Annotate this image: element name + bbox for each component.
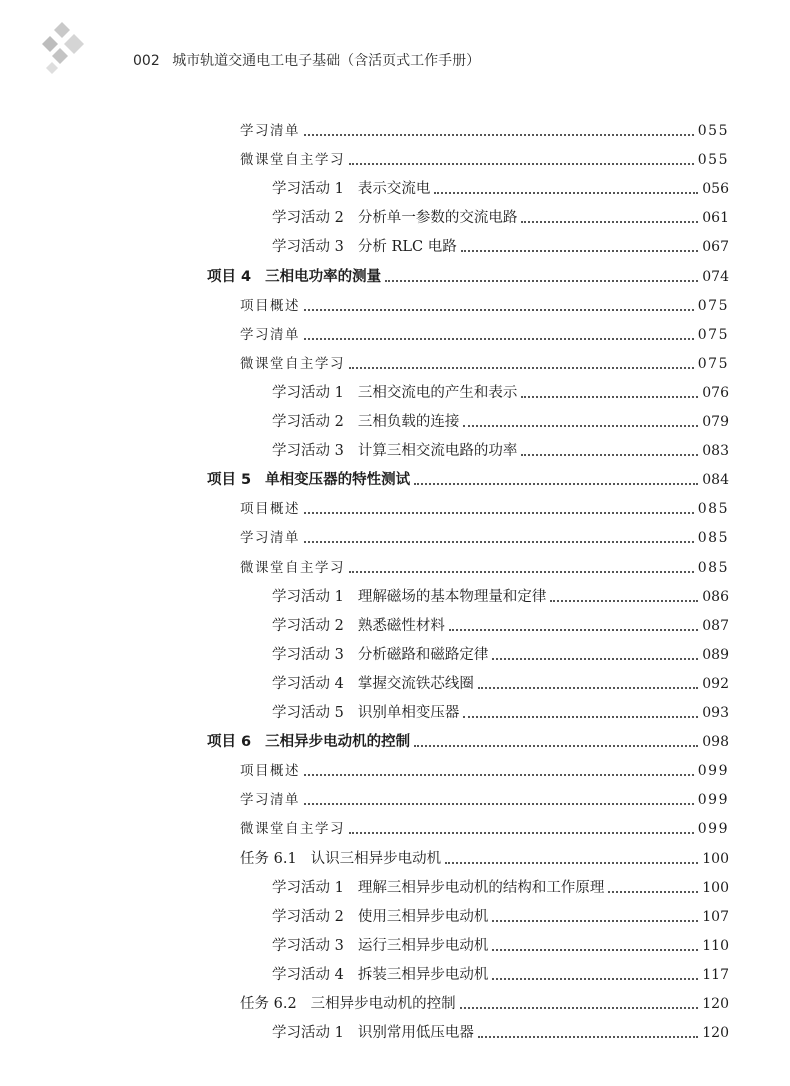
dot-leader [445,861,698,864]
toc-entry-page: 075 [697,327,729,343]
toc-entry-label: 掌握交流铁芯线圈 [357,676,474,692]
toc-entry-page: 120 [702,1025,729,1041]
dot-leader [521,453,698,456]
toc-entry-page: 086 [702,589,729,605]
toc-entry-label: 三相负载的连接 [357,414,460,430]
toc-entry-page: 089 [702,647,729,663]
toc-entry-page: 083 [702,443,729,459]
toc-entry-activity [272,670,729,694]
toc-entry-section [240,292,729,316]
dot-leader [492,977,698,980]
toc-entry-label: 学习清单 [240,792,300,808]
toc-entry-page: 055 [697,123,729,139]
toc-entry-page: 067 [702,239,729,255]
dot-leader [550,599,698,602]
dot-leader [304,337,694,340]
toc-entry-activity [272,233,729,257]
toc-entry-title [240,296,300,316]
toc-entry-activity [272,874,729,898]
toc-entry-activity [272,204,729,228]
toc-entry-page: 110 [702,938,729,954]
toc-entry-label: 拆装三相异步电动机 [357,967,489,983]
toc-entry-title [207,267,381,287]
toc-entry-label: 微课堂自主学习 [240,356,345,372]
toc-entry-activity [272,437,729,461]
toc-entry-label: 分析磁路和磁路定律 [357,647,489,663]
toc-entry-label: 项目概述 [240,298,300,314]
toc-entry-activity [272,1019,729,1043]
toc-entry-page: 093 [702,705,729,721]
toc-entry-label: 识别常用低压电器 [357,1025,474,1041]
toc-entry-number: 项目 4 [207,269,252,285]
toc-entry-number: 任务 6.2 [240,996,297,1012]
toc-entry-section [240,350,729,374]
toc-entry-number: 学习活动 2 [272,618,344,634]
toc-entry-title [240,528,300,548]
dot-leader [304,308,694,311]
dot-leader [492,657,698,660]
toc-entry-title [207,470,410,490]
toc-entry-title [272,412,459,432]
dot-leader [492,919,698,922]
toc-entry-title [240,849,441,869]
running-header [133,50,480,70]
toc-entry-label: 计算三相交流电路的功率 [357,443,518,459]
dot-leader [449,628,698,631]
dot-leader [349,831,694,834]
toc-entry-label: 三相电功率的测量 [265,269,382,285]
toc-entry-number: 学习活动 1 [272,880,344,896]
toc-entry-page: 075 [697,356,729,372]
toc-entry-section [240,321,729,345]
toc-entry-activity [272,408,729,432]
toc-entry-page: 099 [697,821,729,837]
toc-entry-title [240,790,300,810]
toc-entry-section [240,146,729,170]
toc-entry-page: 087 [702,618,729,634]
toc-entry-activity [272,699,729,723]
toc-entry-title [272,587,546,607]
toc-entry-label: 三相异步电动机的控制 [310,996,456,1012]
dot-leader [463,424,698,427]
toc-entry-project [207,466,729,490]
toc-entry-label: 分析单一参数的交流电路 [357,210,518,226]
toc-entry-activity [272,932,729,956]
header-page-number: 002 [133,53,160,69]
dot-leader [304,773,694,776]
toc-entry-label: 表示交流电 [357,181,431,197]
toc-entry-label: 熟悉磁性材料 [357,618,445,634]
toc-entry-label: 项目概述 [240,763,300,779]
toc-entry-number: 学习活动 2 [272,210,344,226]
toc-entry-task [240,990,729,1014]
dot-leader [349,366,694,369]
toc-entry-section [240,554,729,578]
toc-entry-label: 运行三相异步电动机 [357,938,489,954]
toc-entry-activity [272,641,729,665]
toc-entry-title [272,703,459,723]
toc-entry-page: 092 [702,676,729,692]
toc-entry-label: 项目概述 [240,501,300,517]
toc-entry-title [272,674,474,694]
dot-leader [414,482,698,485]
toc-entry-title [240,354,345,374]
toc-entry-title [240,499,300,519]
toc-entry-title [272,383,517,403]
dot-leader [460,1006,699,1009]
dot-leader [434,191,698,194]
toc-entry-number: 项目 5 [207,472,252,488]
toc-entry-page: 098 [702,734,729,750]
toc-entry-number: 学习活动 3 [272,938,344,954]
toc-entry-label: 使用三相异步电动机 [357,909,489,925]
toc-entry-label: 三相交流电的产生和表示 [357,385,518,401]
dot-leader [385,279,698,282]
header-book-title: 城市轨道交通电工电子基础（含活页式工作手册） [172,53,481,69]
toc-entry-page: 085 [697,560,729,576]
dot-leader [492,948,698,951]
dot-leader [304,133,694,136]
toc-entry-project [207,728,729,752]
toc-entry-label: 理解磁场的基本物理量和定律 [357,589,547,605]
toc-entry-label: 三相异步电动机的控制 [265,734,411,750]
toc-entry-label: 学习清单 [240,327,300,343]
dot-leader [463,715,698,718]
toc-entry-project [207,263,729,287]
toc-entry-title [272,965,488,985]
toc-entry-title [272,616,445,636]
toc-entry-page: 085 [697,530,729,546]
toc-entry-label: 认识三相异步电动机 [310,851,442,867]
toc-entry-activity [272,379,729,403]
toc-entry-activity [272,583,729,607]
toc-entry-label: 微课堂自主学习 [240,821,345,837]
toc-entry-label: 微课堂自主学习 [240,152,345,168]
toc-entry-page: 076 [702,385,729,401]
dot-leader [304,511,694,514]
toc-entry-page: 061 [702,210,729,226]
toc-entry-page: 084 [702,472,729,488]
toc-entry-title [272,645,488,665]
toc-entry-number: 学习活动 3 [272,647,344,663]
toc-entry-section [240,815,729,839]
toc-entry-section [240,757,729,781]
toc-entry-section [240,495,729,519]
toc-entry-number: 学习活动 1 [272,1025,344,1041]
toc-entry-activity [272,175,729,199]
toc-entry-title [272,878,604,898]
dot-leader [608,890,698,893]
toc-entry-page: 056 [702,181,729,197]
toc-entry-label: 学习清单 [240,530,300,546]
toc-entry-title [240,558,345,578]
toc-entry-label: 微课堂自主学习 [240,560,345,576]
dot-leader [521,395,698,398]
toc-entry-task [240,845,729,869]
toc-entry-number: 项目 6 [207,734,252,750]
toc-entry-label: 单相变压器的特性测试 [265,472,411,488]
toc-entry-title [272,179,430,199]
toc-entry-page: 117 [702,967,729,983]
toc-entry-title [272,237,457,257]
toc-entry-title [240,761,300,781]
toc-entry-title [240,994,456,1014]
toc-entry-title [272,208,517,228]
dot-leader [349,162,694,165]
toc-entry-section [240,524,729,548]
decorative-diamond-logo [40,18,100,78]
toc-entry-number: 学习活动 2 [272,909,344,925]
toc-entry-number: 学习活动 1 [272,589,344,605]
dot-leader [304,802,694,805]
toc-entry-label: 分析 RLC 电路 [357,239,457,255]
toc-entry-label: 识别单相变压器 [357,705,460,721]
toc-entry-title [272,936,488,956]
toc-entry-title [240,150,345,170]
toc-entry-number: 学习活动 1 [272,385,344,401]
toc-entry-title [272,441,517,461]
toc-entry-title [207,732,410,752]
toc-entry-section [240,117,729,141]
toc-entry-page: 107 [702,909,729,925]
dot-leader [349,570,694,573]
toc-entry-activity [272,903,729,927]
toc-entry-title [272,907,488,927]
toc-entry-page: 120 [702,996,729,1012]
dot-leader [478,1035,698,1038]
toc-entry-label: 学习清单 [240,123,300,139]
toc-entry-activity [272,961,729,985]
toc-entry-page: 100 [702,851,729,867]
toc-entry-page: 055 [697,152,729,168]
dot-leader [414,744,698,747]
toc-entry-activity [272,612,729,636]
toc-entry-section [240,786,729,810]
toc-entry-number: 学习活动 1 [272,181,344,197]
toc-entry-title [272,1023,474,1043]
toc-entry-page: 085 [697,501,729,517]
toc-entry-number: 学习活动 2 [272,414,344,430]
dot-leader [461,249,699,252]
toc-entry-number: 学习活动 4 [272,676,344,692]
toc-entry-page: 099 [697,763,729,779]
toc-entry-number: 学习活动 3 [272,443,344,459]
toc-entry-page: 100 [702,880,729,896]
toc-entry-number: 学习活动 3 [272,239,344,255]
dot-leader [478,686,698,689]
toc-entry-page: 075 [697,298,729,314]
toc-entry-title [240,325,300,345]
toc-entry-number: 学习活动 4 [272,967,344,983]
dot-leader [521,220,698,223]
toc-entry-page: 099 [697,792,729,808]
toc-entry-number: 学习活动 5 [272,705,344,721]
dot-leader [304,540,694,543]
toc-entry-page: 079 [702,414,729,430]
toc-entry-label: 理解三相异步电动机的结构和工作原理 [357,880,605,896]
toc-entry-title [240,121,300,141]
toc-entry-title [240,819,345,839]
toc-entry-page: 074 [702,269,729,285]
toc-entry-number: 任务 6.1 [240,851,297,867]
